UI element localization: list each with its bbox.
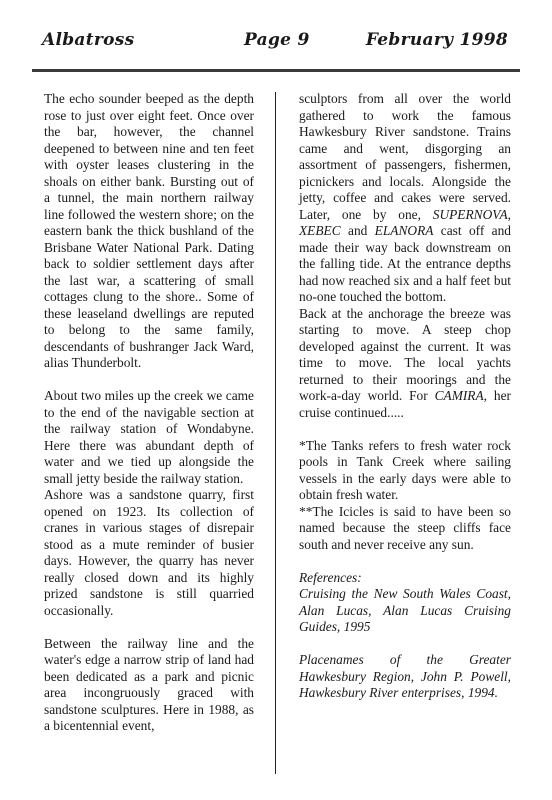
issue-date: February 1998 — [365, 30, 508, 50]
header-rule — [32, 69, 520, 72]
paragraph: The echo sounder beeped as the depth rose to just over eight feet. Once over the bar, however, the channel deepened to between nine and ten feet with oyster leases clustering in the shoals on either bank. Bursting out of a tunnel, the main northern railway line followed the western shore; on the eastern bank the thick bushland of the Brisbane Water National Park. Dating back to soldier settlement days after the last war, a scattering of small cottages clung to the shore.. Some of these leaseland dwellings are reputed to belong to the same family, descendants of bushranger Jack Ward, alias Thunderbolt. — [44, 91, 254, 370]
paragraph-text: , — [507, 206, 511, 222]
boat-name: ELANORA — [374, 223, 434, 238]
boat-name: XEBEC — [299, 223, 341, 238]
boat-name: SUPERNOVA — [432, 206, 508, 222]
footnote: **The Icicles is said to have been so named because the steep cliffs face south and never receive any sun. — [299, 503, 511, 552]
left-column — [44, 91, 254, 735]
paragraph — [299, 91, 511, 306]
paragraph-text: , her cruise continued..... — [299, 388, 512, 420]
page-number: Page 9 — [244, 30, 310, 50]
page-header — [34, 30, 518, 58]
reference-entry: Cruising the New South Wales Coast, Alan Lucas, Alan Lucas Cruising Guides, 1995 — [299, 586, 511, 634]
column-divider — [275, 92, 276, 774]
publication-title: Albatross — [42, 30, 135, 50]
boat-name: CAMIRA — [434, 388, 484, 403]
references-heading: References: — [299, 569, 362, 585]
paragraph-text: sculptors from all over the world gathered to work the famous Hawkesbury River sandstone. Trains came and went, disgorging an assortment of passengers, fishermen, picnickers and locals. Alongside the jetty, coffee and cakes were served. Later, one by one, — [299, 91, 511, 222]
paragraph-text: Back at the anchorage the breeze was starting to move. A steep chop developed against the current. It was time to move. The local yachts returned to their moorings and the work-a-day world. For — [299, 305, 511, 403]
paragraph — [299, 306, 511, 422]
paragraph: About two miles up the creek we came to the end of the navigable section at the railway station of Wondabyne. Here there was abundant depth of water and we tied up alongside the small jetty beside the railway station. — [44, 388, 254, 486]
paragraph-text: and — [340, 223, 375, 238]
right-column — [299, 91, 511, 702]
paragraph: Ashore was a sandstone quarry, first opened on 1923. Its collection of cranes in various stages of disrepair stood as a mute reminder of busier days. However, the quarry has never really closed down and its highly prized sandstone is still quarried occasionally. — [44, 487, 254, 618]
paragraph: Between the railway line and the water's edge a narrow strip of land had been dedicated as a park and picnic area incongruously graced with sandstone sculptures. Here in 1988, as a bicentennial event, — [44, 635, 254, 733]
footnote: *The Tanks refers to fresh water rock pools in Tank Creek where sailing vessels in the early days were able to obtain fresh water. — [299, 437, 511, 502]
reference-entry: Placenames of the Greater Hawkesbury Region, John P. Powell, Hawkesbury River enterprises, 1994. — [299, 652, 511, 700]
paragraph-text: cast off and made their way back downstream on the falling tide. At the entrance depths had now reached six and a half feet but no-one touched the bottom. — [299, 223, 511, 304]
